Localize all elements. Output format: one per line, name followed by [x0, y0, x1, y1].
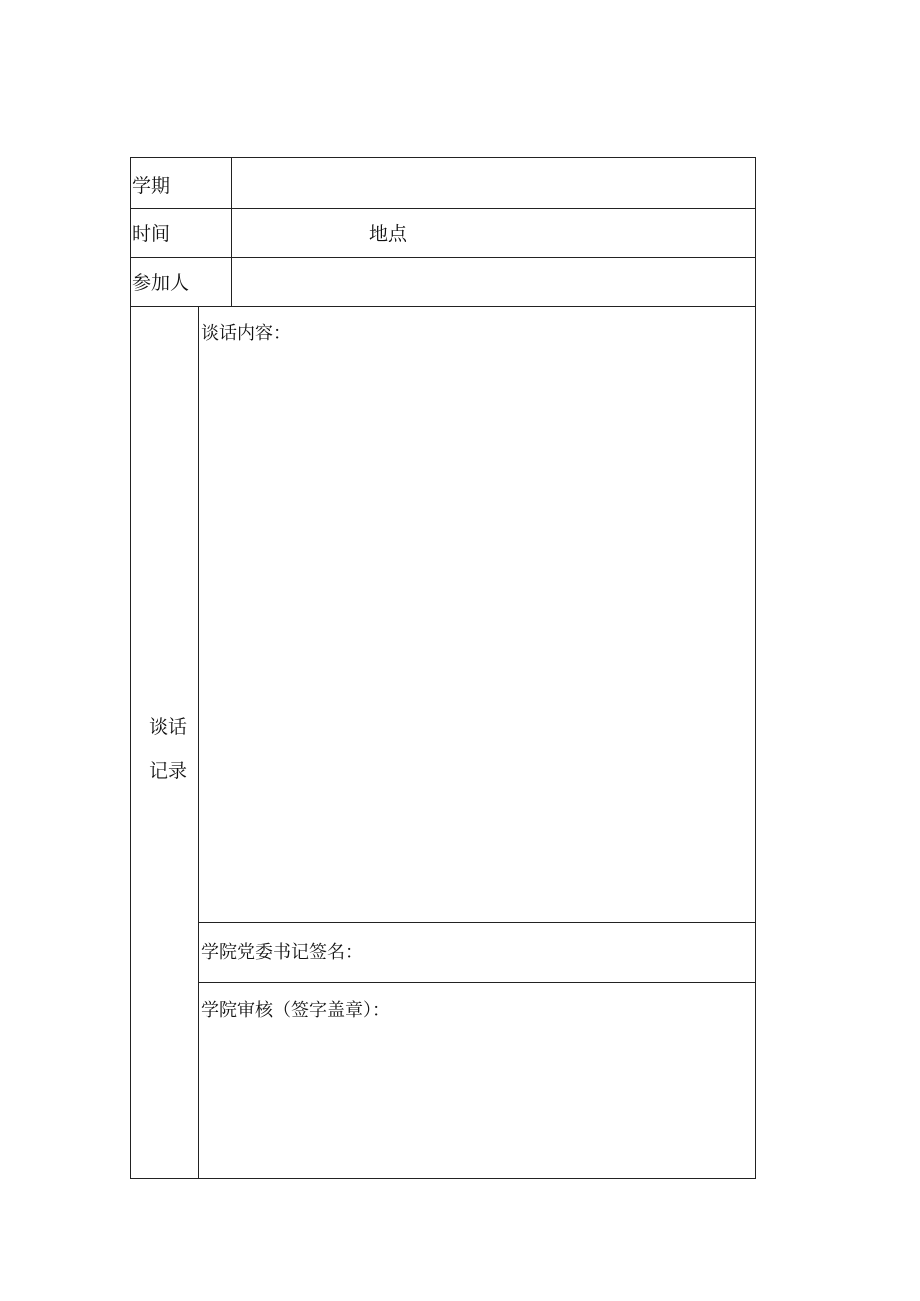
record-side-label-line1: 谈话	[149, 716, 188, 738]
semester-field[interactable]	[232, 158, 755, 208]
secretary-signature-field[interactable]	[381, 923, 755, 982]
college-review-field[interactable]	[199, 1028, 755, 1178]
semester-label: 学期	[132, 175, 171, 197]
secretary-signature-label: 学院党委书记签名：	[201, 942, 363, 963]
row-divider	[131, 306, 755, 307]
talk-content-label: 谈话内容：	[201, 323, 291, 344]
talk-record-form	[130, 157, 756, 1179]
college-review-label: 学院审核（签字盖章）：	[201, 1000, 390, 1021]
talk-content-field[interactable]	[199, 350, 755, 922]
location-label: 地点	[369, 223, 408, 245]
location-field[interactable]	[411, 209, 755, 257]
row-divider	[198, 982, 755, 983]
time-field[interactable]	[232, 209, 367, 257]
participants-label: 参加人	[132, 272, 190, 294]
record-side-label-line2: 记录	[149, 760, 188, 782]
time-label: 时间	[132, 223, 171, 245]
participants-field[interactable]	[232, 258, 755, 306]
